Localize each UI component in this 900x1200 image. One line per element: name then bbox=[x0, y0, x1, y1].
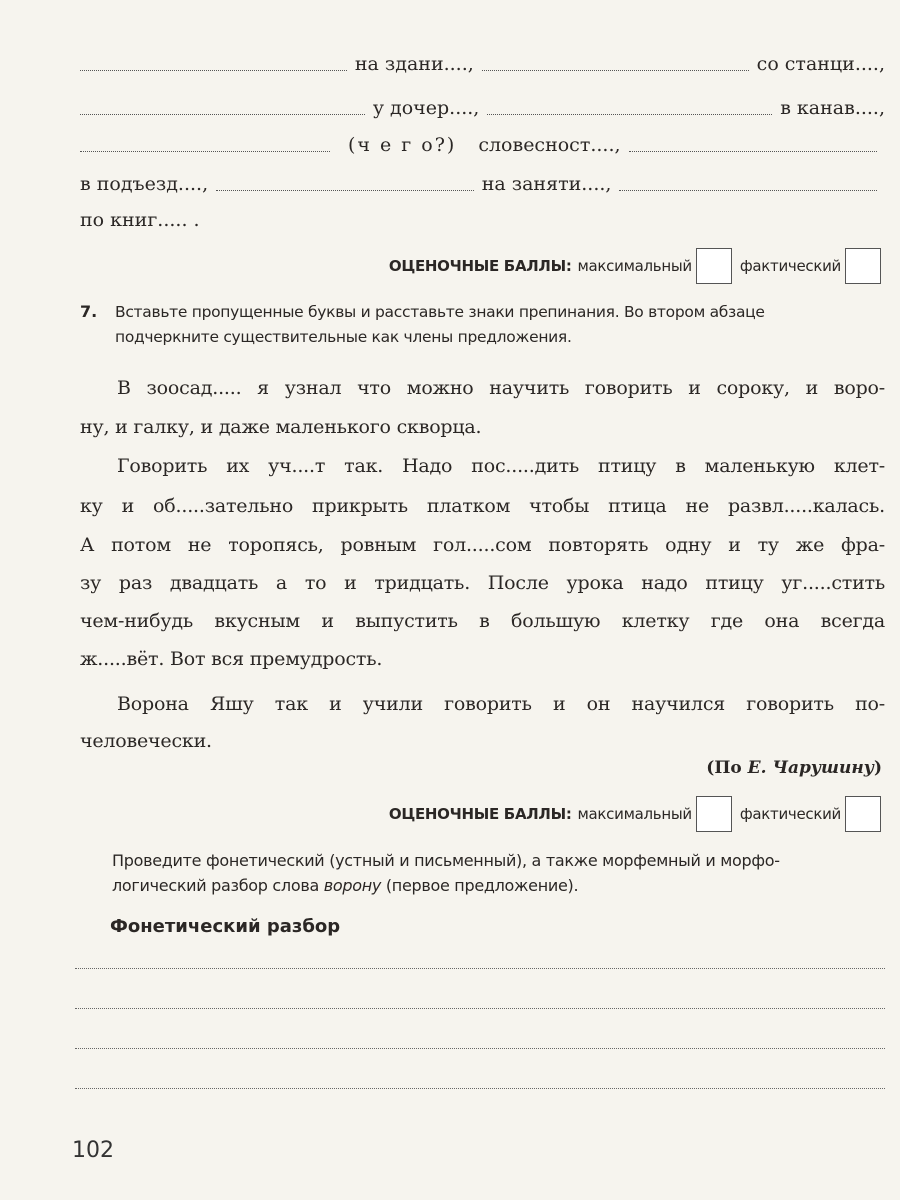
fill-row-2 bbox=[80, 96, 885, 120]
answer-blank[interactable] bbox=[619, 189, 877, 191]
word-prompt: на здани...., bbox=[354, 53, 474, 75]
actual-score-box[interactable] bbox=[845, 796, 881, 832]
answer-line[interactable] bbox=[75, 1048, 885, 1049]
answer-blank[interactable] bbox=[487, 113, 772, 115]
word-prompt: у дочер...., bbox=[372, 97, 480, 119]
section-heading: Фонетический разбор bbox=[110, 916, 341, 937]
answer-line[interactable] bbox=[75, 1088, 885, 1089]
score-label: ОЦЕНОЧНЫЕ БАЛЛЫ: bbox=[388, 257, 572, 275]
word-prompt: (ч е г о?) bbox=[348, 134, 457, 156]
task-text: подчеркните существительные как члены предложения. bbox=[115, 328, 572, 346]
answer-blank[interactable] bbox=[216, 189, 474, 191]
attribution bbox=[706, 758, 882, 778]
actual-score-box[interactable] bbox=[845, 248, 881, 284]
max-score-label: максимальный bbox=[577, 257, 692, 275]
text-line: ну, и галку, и даже маленького скворца. bbox=[80, 416, 482, 438]
answer-blank[interactable] bbox=[629, 150, 877, 152]
text-line: Ворона Яшу так и учили говорить и он научился говорить по- bbox=[117, 693, 885, 715]
answer-blank[interactable] bbox=[80, 69, 347, 71]
fill-row-1 bbox=[80, 52, 885, 76]
word-prompt: на заняти...., bbox=[481, 173, 612, 195]
task-text: Вставьте пропущенные буквы и расставьте знаки препинания. Во втором абзаце bbox=[115, 303, 765, 321]
text-line: человечески. bbox=[80, 730, 212, 752]
target-word: ворону bbox=[323, 876, 382, 895]
answer-blank[interactable] bbox=[80, 113, 365, 115]
text-line: Говорить их уч....т так. Надо пос.....дить птицу в маленькую клет- bbox=[117, 455, 885, 477]
attribution-suffix: ) bbox=[873, 758, 882, 778]
analysis-instructions bbox=[112, 848, 900, 898]
score-row-2 bbox=[389, 796, 885, 832]
attribution-prefix: (По bbox=[706, 758, 748, 778]
actual-score-label: фактический bbox=[739, 805, 841, 823]
fill-row-4 bbox=[80, 172, 885, 196]
text-line: В зоосад..... я узнал что можно научить говорить и сороку, и воро- bbox=[117, 377, 885, 399]
task-text: логический разбор слова bbox=[112, 876, 324, 895]
task-text: Проведите фонетический (устный и письменный), а также морфемный и морфо- bbox=[112, 851, 780, 870]
text-line: ж.....вёт. Вот вся премудрость. bbox=[80, 648, 383, 670]
task7-instructions bbox=[115, 300, 895, 350]
word-prompt: в подъезд...., bbox=[80, 173, 209, 195]
text-line: ку и об.....зательно прикрыть платком чтобы птица не развл.....калась. bbox=[80, 495, 885, 517]
answer-blank[interactable] bbox=[482, 69, 749, 71]
answer-line[interactable] bbox=[75, 1008, 885, 1009]
word-prompt: со станци...., bbox=[756, 53, 886, 75]
fill-row-3 bbox=[80, 133, 885, 157]
word-prompt: по книг..... . bbox=[80, 209, 200, 231]
author-name: Е. Чарушину bbox=[747, 758, 874, 778]
text-line: зу раз двадцать а то и тридцать. После урока надо птицу уг.....стить bbox=[80, 572, 885, 594]
page-number: 102 bbox=[72, 1138, 114, 1163]
max-score-label: максимальный bbox=[577, 805, 692, 823]
text-line: чем-нибудь вкусным и выпустить в большую клетку где она всегда bbox=[80, 610, 885, 632]
word-prompt: словесност...., bbox=[478, 134, 621, 156]
task-text: (первое предложение). bbox=[381, 876, 579, 895]
max-score-box[interactable] bbox=[696, 248, 732, 284]
task-number: 7. bbox=[80, 302, 98, 321]
score-label: ОЦЕНОЧНЫЕ БАЛЛЫ: bbox=[388, 805, 572, 823]
word-prompt: в канав...., bbox=[780, 97, 886, 119]
actual-score-label: фактический bbox=[739, 257, 841, 275]
answer-line[interactable] bbox=[75, 968, 885, 969]
score-row-1 bbox=[389, 248, 885, 284]
text-line: А потом не торопясь, ровным гол.....сом повторять одну и ту же фра- bbox=[80, 534, 885, 556]
fill-row-5 bbox=[80, 208, 885, 232]
answer-blank[interactable] bbox=[80, 150, 330, 152]
max-score-box[interactable] bbox=[696, 796, 732, 832]
